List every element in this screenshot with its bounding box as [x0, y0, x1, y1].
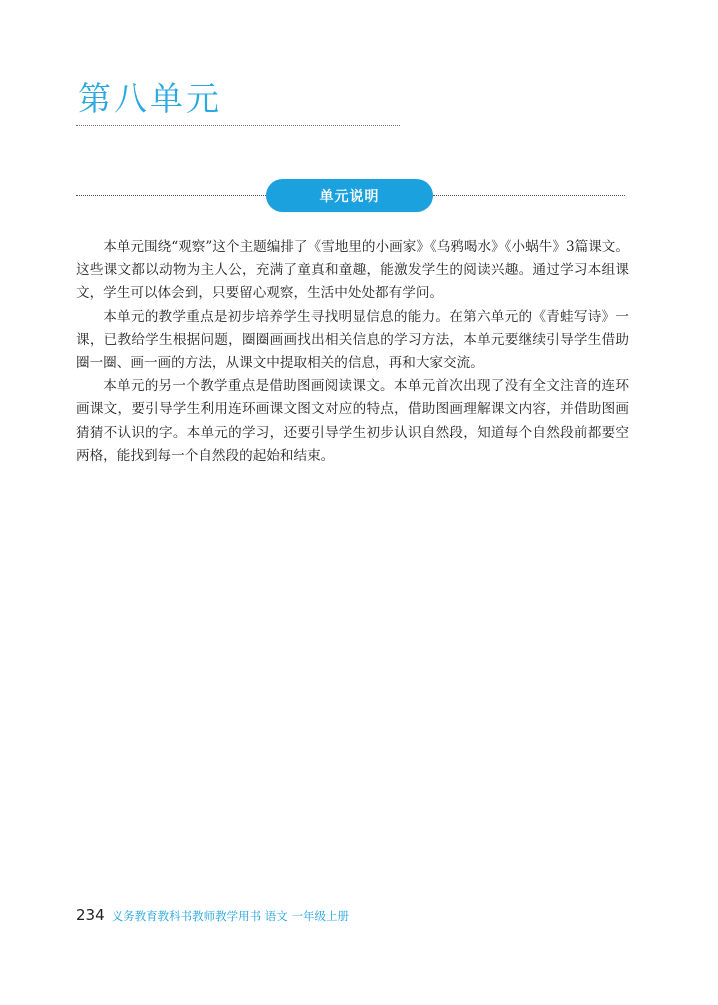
paragraph-1: 本单元围绕“观察”这个主题编排了《雪地里的小画家》《乌鸦喝水》《小蜗牛》3篇课文。这些课文都以动物为主人公，充满了童真和童趣，能激发学生的阅读兴趣。通过学习本组课文，学生可以体会到，只要留心观察，生活中处处都有学问。: [76, 239, 629, 302]
paragraph-2: 本单元的教学重点是初步培养学生寻找明显信息的能力。在第六单元的《青蛙写诗》一课，已教给学生根据问题，圈圈画画找出相关信息的学习方法，本单元要继续引导学生借助圈一圈、画一画的方法，从课文中提取相关的信息，再和大家交流。: [76, 308, 629, 372]
title-divider: [76, 125, 400, 126]
section-divider-left: [76, 195, 268, 196]
section-divider-right: [433, 195, 625, 196]
page-number: 234: [76, 906, 105, 924]
section-heading-badge: 单元说明: [266, 179, 433, 212]
unit-description-body: [76, 236, 629, 468]
page-footer: [76, 906, 349, 924]
unit-title: 第八单元: [78, 79, 222, 118]
paragraph-3: 本单元的另一个教学重点是借助图画阅读课文。本单元首次出现了没有全文注音的连环画课文，要引导学生利用连环画课文图文对应的特点，借助图画理解课文内容，并借助图画猜猜不认识的字。本单元的学习，还要引导学生初步认识自然段，知道每个自然段前都要空两格，能找到每一个自然段的起始和结束。: [76, 378, 629, 464]
book-title: 义务教育教科书教师教学用书 语文 一年级上册: [111, 909, 349, 923]
